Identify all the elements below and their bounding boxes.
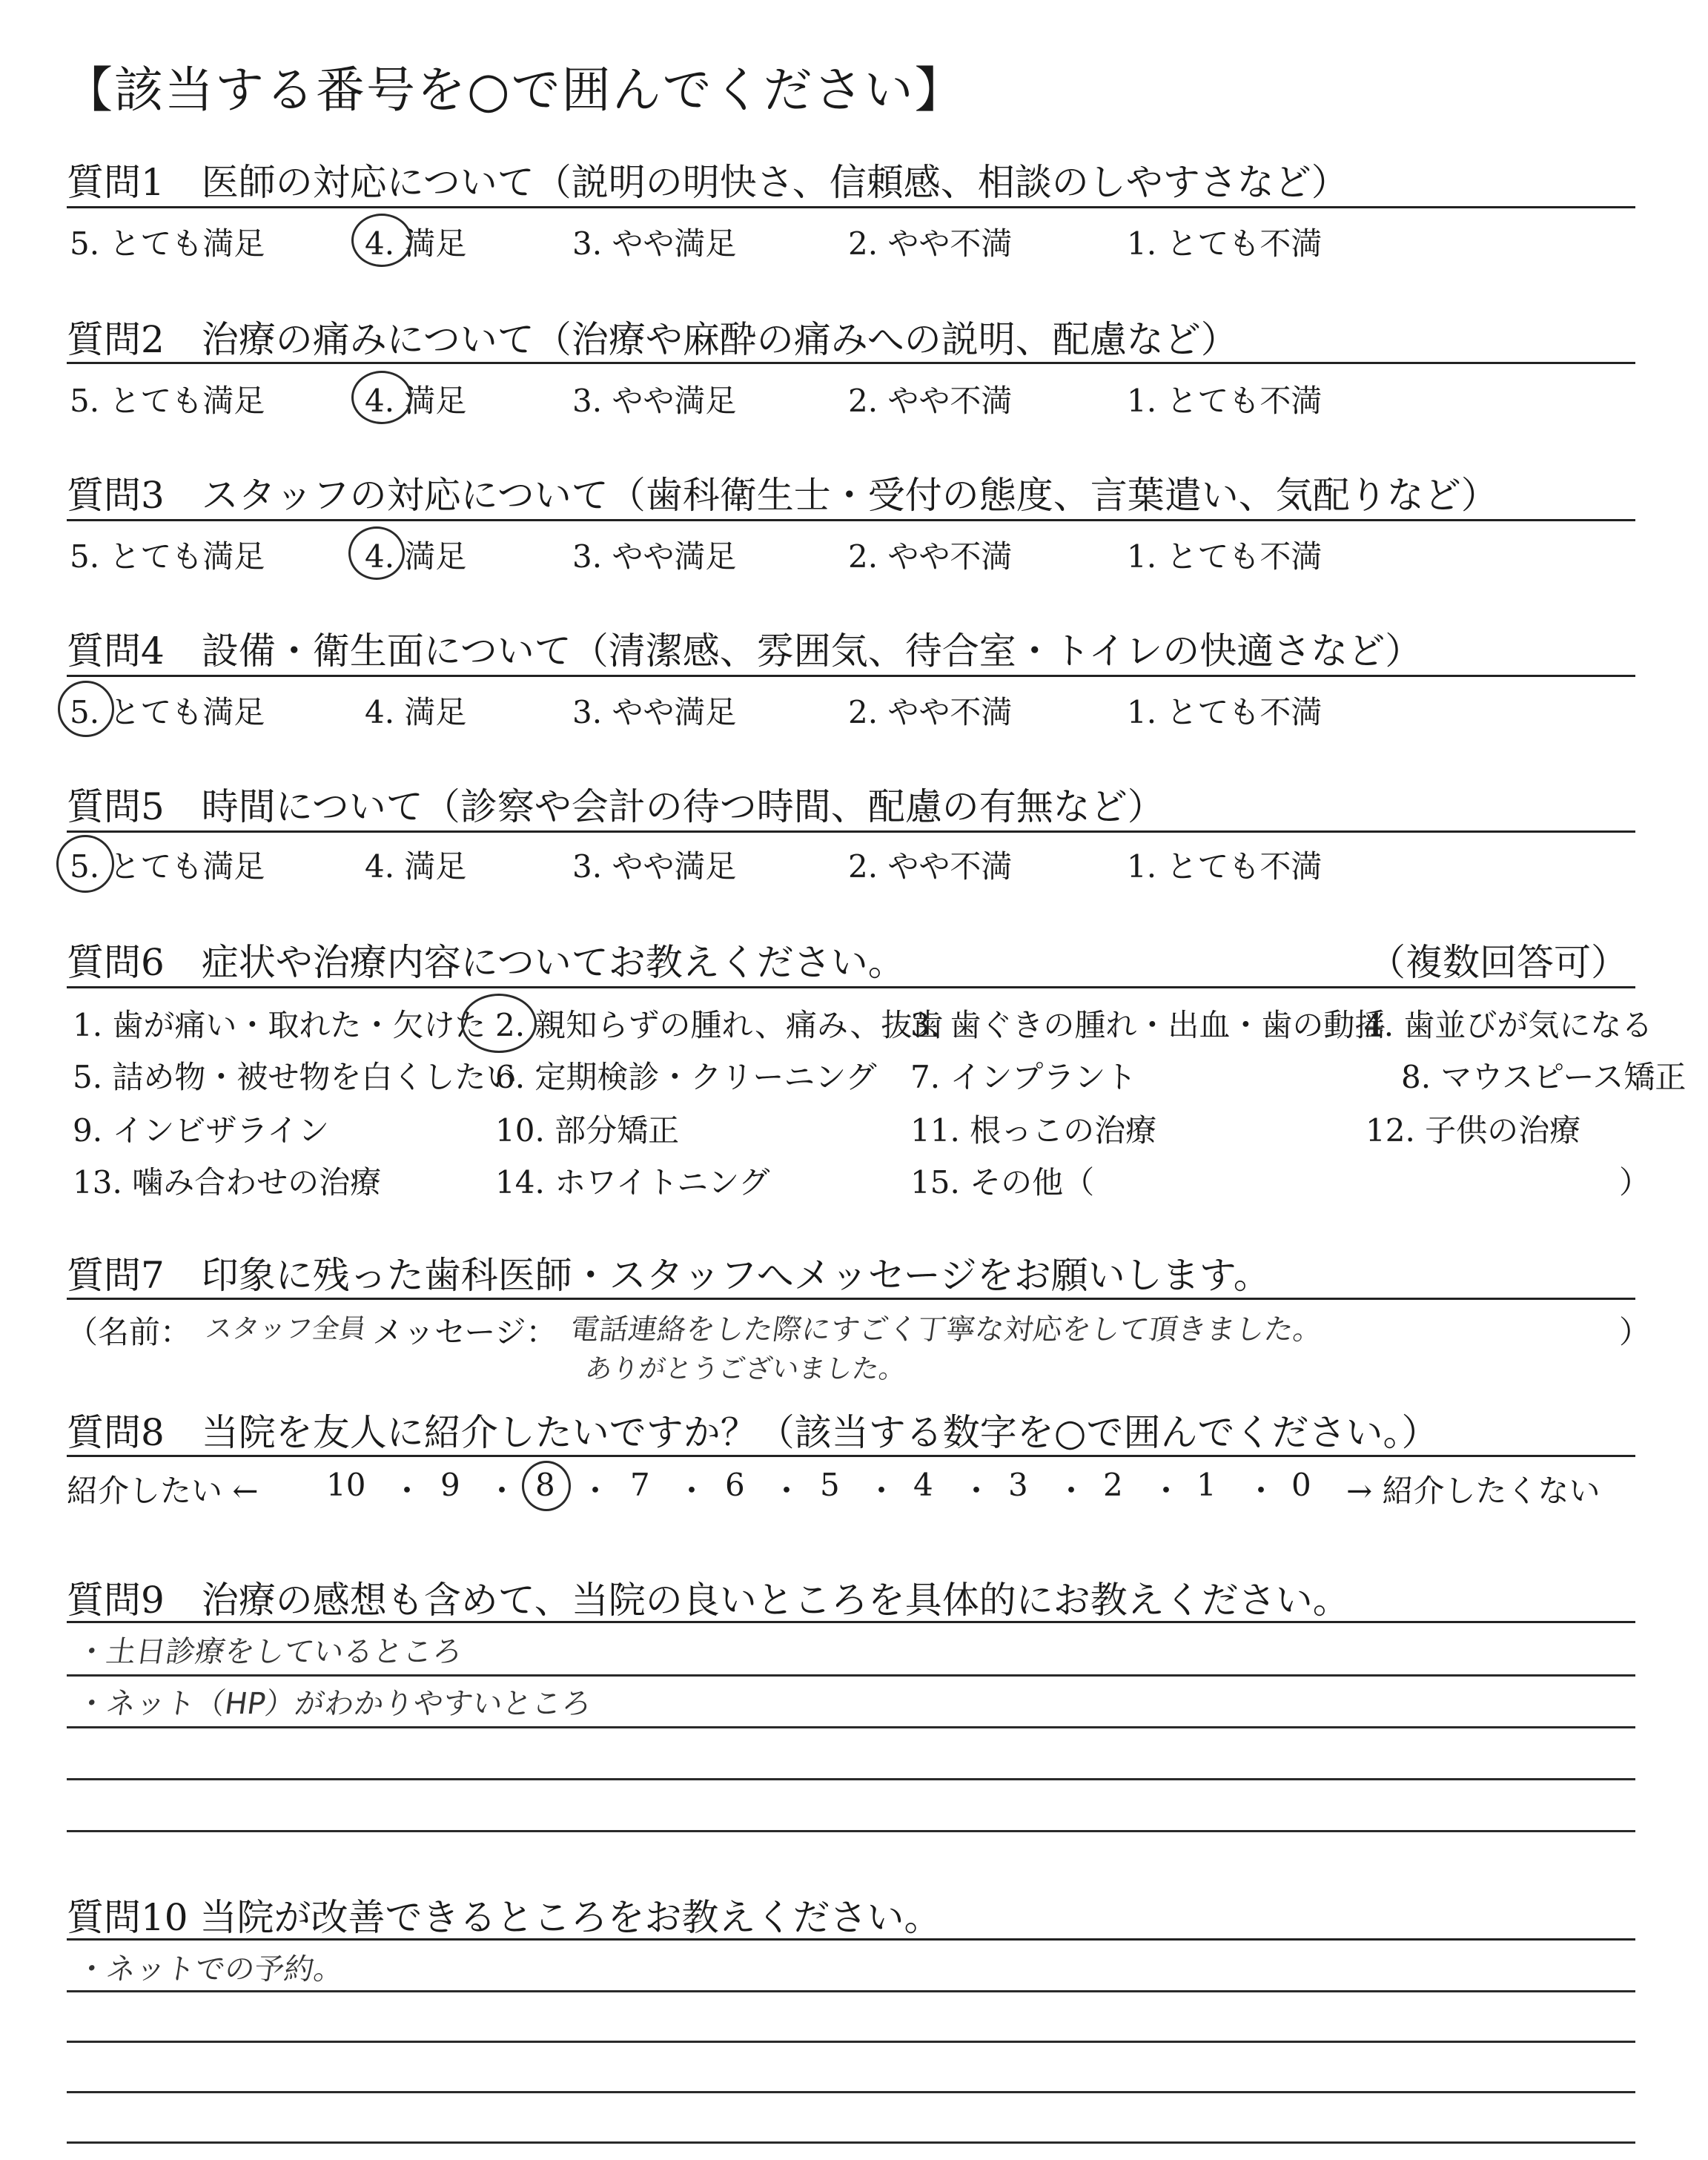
q1-option-5[interactable]: 5. とても満足 bbox=[70, 225, 265, 262]
q4-title: 質問4 設備・衛生面について（清潔感、雰囲気、待合室・トイレの快適さなど） bbox=[67, 630, 1423, 673]
q8-dot: ・ bbox=[1245, 1473, 1277, 1509]
q6-item-15[interactable]: 15. その他（ bbox=[910, 1164, 1095, 1200]
q1-option-3[interactable]: 3. やや満足 bbox=[572, 225, 737, 262]
q6-item-12[interactable]: 12. 子供の治療 bbox=[1366, 1112, 1581, 1149]
q3-option-3[interactable]: 3. やや満足 bbox=[572, 538, 737, 575]
q9-answer-2[interactable]: ・ネット（HP）がわかりやすいところ bbox=[74, 1687, 594, 1721]
q9-title: 質問9 治療の感想も含めて、当院の良いところを具体的にお教えください。 bbox=[67, 1579, 1350, 1622]
q7-message-line2[interactable]: ありがとうございました。 bbox=[583, 1354, 908, 1384]
q3-option-4[interactable]: 4. 満足 bbox=[365, 538, 467, 575]
q1-option-1[interactable]: 1. とても不満 bbox=[1127, 225, 1323, 262]
q6-note: （複数回答可） bbox=[1368, 941, 1628, 984]
q10-answer-1[interactable]: ・ネットでの予約。 bbox=[74, 1952, 346, 1986]
q4-option-4[interactable]: 4. 満足 bbox=[365, 694, 467, 730]
q8-num-5[interactable]: 5 bbox=[820, 1467, 840, 1503]
q8-dot: ・ bbox=[1151, 1473, 1182, 1509]
q4-rule bbox=[67, 675, 1635, 677]
q6-item-9[interactable]: 9. インビザライン bbox=[73, 1112, 330, 1149]
q10-title: 質問10 当院が改善できるところをお教えください。 bbox=[67, 1896, 941, 1939]
q9-line bbox=[67, 1778, 1635, 1780]
q3-option-2[interactable]: 2. やや不満 bbox=[848, 538, 1013, 575]
q8-num-7[interactable]: 7 bbox=[630, 1467, 650, 1503]
q10-rule bbox=[67, 1938, 1635, 1941]
q2-option-4[interactable]: 4. 満足 bbox=[365, 383, 467, 419]
q6-item-13[interactable]: 13. 噛み合わせの治療 bbox=[73, 1164, 382, 1200]
q5-rule bbox=[67, 830, 1635, 833]
q9-answer-1[interactable]: ・土日診療をしているところ bbox=[74, 1635, 465, 1669]
q5-option-5[interactable]: 5. とても満足 bbox=[70, 848, 265, 885]
q8-selection-circle bbox=[522, 1461, 571, 1511]
q2-option-5[interactable]: 5. とても満足 bbox=[70, 383, 265, 419]
q7-message-line1[interactable]: 電話連絡をした際にすごく丁寧な対応をして頂きました。 bbox=[568, 1313, 1325, 1347]
q7-title: 質問7 印象に残った歯科医師・スタッフへメッセージをお願いします。 bbox=[67, 1254, 1271, 1297]
q6-selection-circle bbox=[461, 994, 537, 1053]
q8-num-4[interactable]: 4 bbox=[913, 1467, 933, 1503]
q2-option-3[interactable]: 3. やや満足 bbox=[572, 383, 737, 419]
q7-name-value[interactable]: スタッフ全員 bbox=[203, 1314, 368, 1344]
q6-item-4[interactable]: 4. 歯並びが気になる bbox=[1364, 1007, 1653, 1043]
q5-option-2[interactable]: 2. やや不満 bbox=[848, 848, 1013, 885]
q1-title: 質問1 医師の対応について（説明の明快さ、信頼感、相談のしやすさなど） bbox=[67, 161, 1348, 204]
q8-dot: ・ bbox=[1056, 1473, 1088, 1509]
q6-item-14[interactable]: 14. ホワイトニング bbox=[495, 1164, 770, 1200]
q8-num-8[interactable]: 8 bbox=[535, 1467, 555, 1503]
q8-dot: ・ bbox=[961, 1473, 993, 1509]
q8-dot: ・ bbox=[486, 1473, 518, 1509]
q7-name-label: （名前： bbox=[67, 1314, 192, 1350]
q8-num-1[interactable]: 1 bbox=[1196, 1467, 1217, 1503]
q6-item-5[interactable]: 5. 詰め物・被せ物を白くしたい bbox=[73, 1059, 517, 1095]
q8-num-6[interactable]: 6 bbox=[725, 1467, 745, 1503]
q6-rule bbox=[67, 986, 1635, 988]
q2-option-1[interactable]: 1. とても不満 bbox=[1127, 383, 1323, 419]
q7-rule bbox=[67, 1298, 1635, 1300]
q5-title: 質問5 時間について（診察や会計の待つ時間、配慮の有無など） bbox=[67, 785, 1165, 828]
q6-item-10[interactable]: 10. 部分矯正 bbox=[495, 1112, 680, 1149]
q1-rule bbox=[67, 206, 1635, 208]
q6-item-2[interactable]: 2. 親知らずの腫れ、痛み、抜歯 bbox=[495, 1007, 944, 1043]
q2-option-2[interactable]: 2. やや不満 bbox=[848, 383, 1013, 419]
q8-num-10[interactable]: 10 bbox=[326, 1467, 366, 1503]
q6-close-paren: ） bbox=[1619, 1164, 1651, 1200]
q6-item-7[interactable]: 7. インプラント bbox=[910, 1059, 1137, 1095]
q8-dot: ・ bbox=[391, 1473, 423, 1509]
q1-option-4[interactable]: 4. 満足 bbox=[365, 225, 467, 262]
q5-selection-circle bbox=[56, 835, 114, 893]
q10-line bbox=[67, 1990, 1635, 1992]
q6-item-3[interactable]: 3. 歯ぐきの腫れ・出血・歯の動揺 bbox=[910, 1007, 1386, 1043]
q9-line bbox=[67, 1674, 1635, 1677]
q6-item-8[interactable]: 8. マウスピース矯正 bbox=[1401, 1059, 1687, 1095]
q4-option-3[interactable]: 3. やや満足 bbox=[572, 694, 737, 730]
q8-title: 質問8 当院を友人に紹介したいですか？（該当する数字を○で囲んでください。） bbox=[67, 1411, 1439, 1454]
q2-title: 質問2 治療の痛みについて（治療や麻酔の痛みへの説明、配慮など） bbox=[67, 318, 1238, 361]
q8-dot: ・ bbox=[866, 1473, 898, 1509]
q4-option-5[interactable]: 5. とても満足 bbox=[70, 694, 265, 730]
q9-line bbox=[67, 1830, 1635, 1832]
q8-num-3[interactable]: 3 bbox=[1008, 1467, 1028, 1503]
q6-item-1[interactable]: 1. 歯が痛い・取れた・欠けた bbox=[73, 1007, 486, 1043]
q10-line bbox=[67, 2091, 1635, 2093]
q4-option-1[interactable]: 1. とても不満 bbox=[1127, 694, 1323, 730]
q7-message-label: メッセージ： bbox=[372, 1314, 557, 1350]
q6-item-11[interactable]: 11. 根っこの治療 bbox=[910, 1112, 1157, 1149]
q8-rule bbox=[67, 1455, 1635, 1457]
q8-left-label: 紹介したい ← bbox=[67, 1473, 259, 1509]
q2-selection-circle bbox=[351, 371, 412, 424]
q8-right-label: → 紹介したくない bbox=[1346, 1473, 1601, 1509]
q8-num-9[interactable]: 9 bbox=[440, 1467, 460, 1503]
q5-option-1[interactable]: 1. とても不満 bbox=[1127, 848, 1323, 885]
q1-selection-circle bbox=[351, 214, 412, 267]
q8-dot: ・ bbox=[580, 1473, 612, 1509]
q6-item-6[interactable]: 6. 定期検診・クリーニング bbox=[495, 1059, 877, 1095]
instruction-header: 【該当する番号を○で囲んでください】 bbox=[64, 62, 965, 119]
q5-option-3[interactable]: 3. やや満足 bbox=[572, 848, 737, 885]
q2-rule bbox=[67, 362, 1635, 364]
q3-selection-circle bbox=[348, 526, 405, 580]
q10-line bbox=[67, 2041, 1635, 2043]
q10-line bbox=[67, 2141, 1635, 2144]
q4-option-2[interactable]: 2. やや不満 bbox=[848, 694, 1013, 730]
q8-num-2[interactable]: 2 bbox=[1103, 1467, 1123, 1503]
q6-title: 質問6 症状や治療内容についてお教えください。 bbox=[67, 941, 905, 984]
q9-rule bbox=[67, 1621, 1635, 1623]
q8-dot: ・ bbox=[771, 1473, 803, 1509]
q8-dot: ・ bbox=[676, 1473, 708, 1509]
q3-title: 質問3 スタッフの対応について（歯科衛生士・受付の態度、言葉遣い、気配りなど） bbox=[67, 474, 1498, 517]
q7-close-paren: ） bbox=[1619, 1314, 1651, 1350]
q5-option-4[interactable]: 4. 満足 bbox=[365, 848, 467, 885]
q9-line bbox=[67, 1726, 1635, 1728]
q1-option-2[interactable]: 2. やや不満 bbox=[848, 225, 1013, 262]
q8-num-0[interactable]: 0 bbox=[1291, 1467, 1311, 1503]
q3-rule bbox=[67, 519, 1635, 521]
q3-option-1[interactable]: 1. とても不満 bbox=[1127, 538, 1323, 575]
q4-selection-circle bbox=[58, 681, 114, 737]
q3-option-5[interactable]: 5. とても満足 bbox=[70, 538, 265, 575]
